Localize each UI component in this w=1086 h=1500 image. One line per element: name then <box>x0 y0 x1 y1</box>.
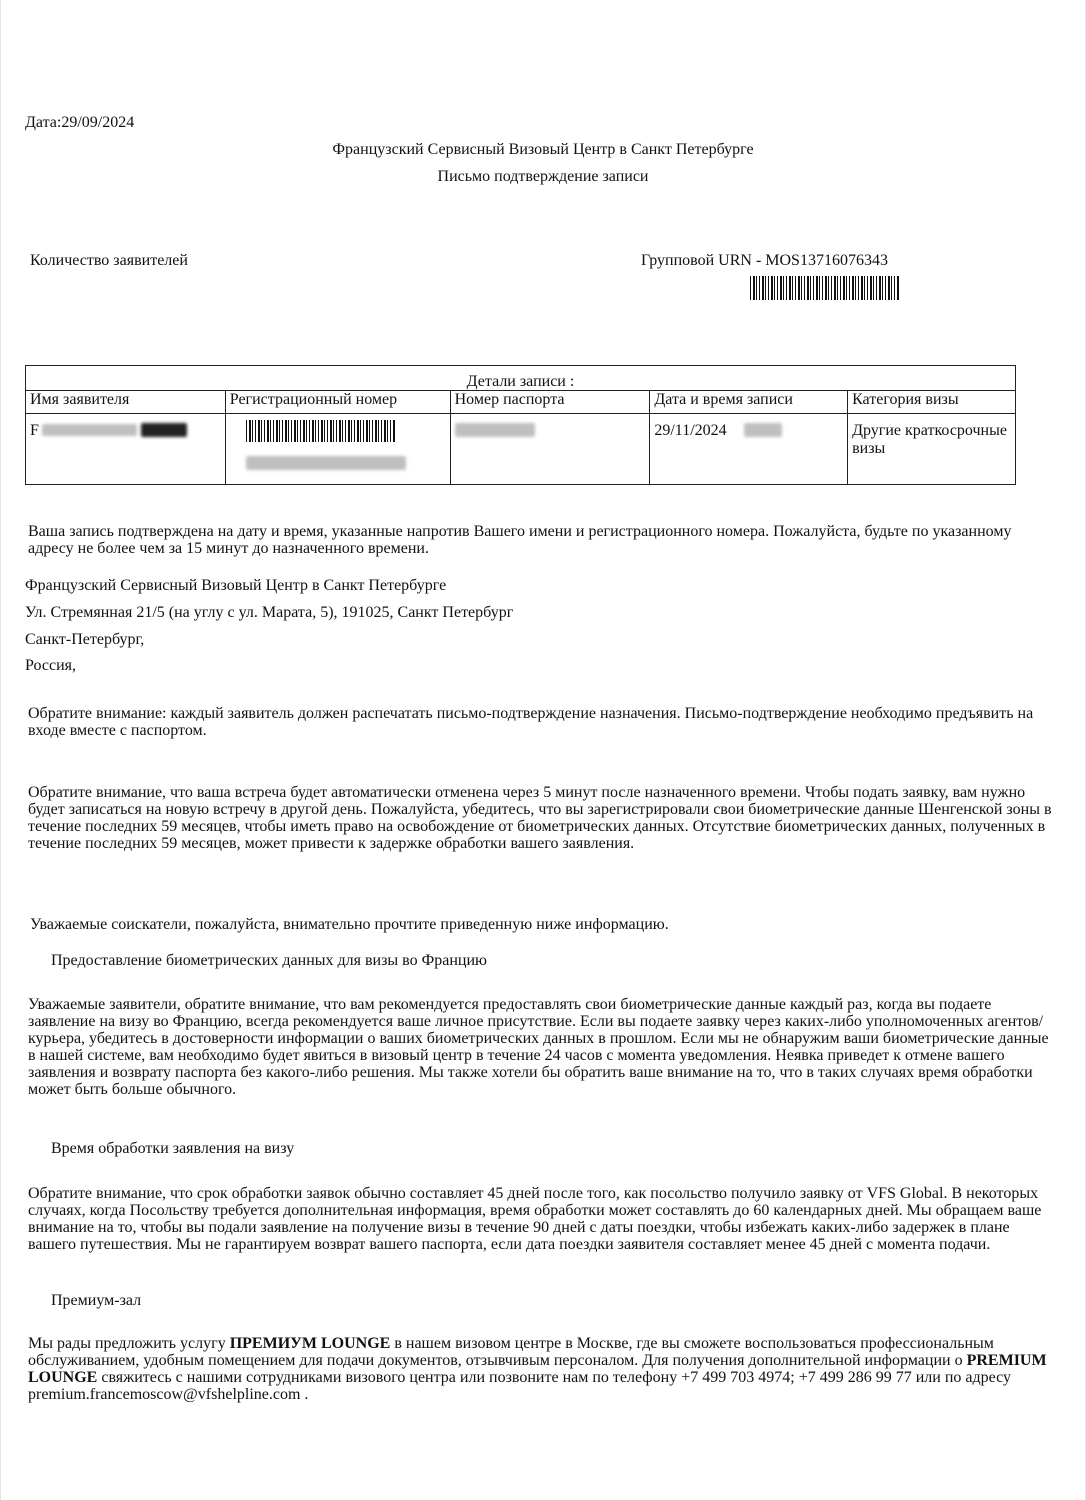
applicants-count-label: Количество заявителей <box>30 252 188 269</box>
registration-barcode <box>246 420 396 442</box>
premium-text-part: свяжитесь с нашими сотрудниками визового центра или позвоните нам по телефону +7 499 703 4974; +7 499 286 99 77 или по адресу premium.francemoscow@vfshelpline.com . <box>28 1369 1012 1403</box>
column-header: Дата и время записи <box>650 391 848 414</box>
section-text-premium <box>28 1335 1058 1403</box>
applicant-name: F <box>30 422 39 439</box>
redacted-passport-number <box>455 423 535 437</box>
address-country: Россия, <box>25 657 77 674</box>
section-text-processing: Обратите внимание, что срок обработки заявок обычно составляет 45 дней после того, как посольство получило заявку от VFS Global. В некоторых случаях, когда Посольству требуется дополнительная информация, время обработки может составлять до 60 календарных дней. Мы обращаем ваше внимание на то, чтобы вы подали заявление на получение визы в течение 90 дней с даты поездки, чтобы избежать каких-либо задержек в плане вашего путешествия. Мы не гарантируем возврат вашего паспорта, если дата поездки заявителя составляет менее 45 дней с момента подачи. <box>28 1185 1042 1253</box>
address-street: Ул. Стремянная 21/5 (на углу с ул. Марата, 5), 191025, Санкт Петербург <box>25 604 514 621</box>
column-header: Категория визы <box>848 391 1016 414</box>
appointment-details-table <box>25 365 1016 485</box>
premium-lounge-en: PREMIUM LOUNGE <box>28 1352 1047 1386</box>
redacted-time <box>744 423 782 437</box>
column-header: Номер паспорта <box>450 391 650 414</box>
letter-date: Дата:29/09/2024 <box>25 114 135 131</box>
urn-barcode <box>750 276 900 300</box>
appointment-date: 29/11/2024 <box>654 422 727 439</box>
redacted-name <box>141 423 187 437</box>
passport-cell <box>450 414 650 485</box>
table-title: Детали записи : <box>26 366 1016 391</box>
address-city: Санкт-Петербург, <box>25 631 145 648</box>
center-name: Французский Сервисный Визовый Центр в Санкт Петербурге <box>332 141 754 158</box>
letter-title: Письмо подтверждение записи <box>437 168 649 185</box>
table-row <box>26 414 1016 485</box>
address-center-name: Французский Сервисный Визовый Центр в Санкт Петербурге <box>25 577 447 594</box>
intro-text: Уважаемые соискатели, пожалуйста, внимательно прочтите приведенную ниже информацию. <box>30 916 669 933</box>
premium-text-part: в нашем визовом центре в Москве, где вы сможете воспользоваться профессиональным обслуживанием, удобным помещением для подачи документов, отзывчивым персоналом. Для получения дополнительной информации о <box>28 1335 994 1369</box>
premium-lounge-ru: ПРЕМИУМ LOUNGE <box>229 1335 391 1352</box>
column-header: Имя заявителя <box>26 391 226 414</box>
section-heading-biometrics: Предоставление биометрических данных для визы во Францию <box>51 952 488 969</box>
applicant-name-cell <box>26 414 226 485</box>
registration-cell <box>225 414 450 485</box>
notice-cancel: Обратите внимание, что ваша встреча будет автоматически отменена через 5 минут после назначенного времени. Чтобы подать заявку, вам нужно будет записаться на новую встречу в другой день. Пожалуйста, убедитесь, что вы зарегистрировали свои биометрические данные Шенгенской зоны в течение последних 59 месяцев, чтобы иметь право на освобождение от биометрических данных. Отсутствие биометрических данных, полученных в течение последних 59 месяцев, может привести к задержке обработки вашего заявления. <box>28 784 1052 852</box>
notice-print: Обратите внимание: каждый заявитель должен распечатать письмо-подтверждение назначения. Письмо-подтверждение необходимо предъявить на входе вместе с паспортом. <box>28 705 1034 739</box>
section-heading-premium: Премиум-зал <box>51 1292 142 1309</box>
visa-category-cell: Другие краткосрочные визы <box>848 414 1016 485</box>
section-text-biometrics: Уважаемые заявители, обратите внимание, что вам рекомендуется предоставлять свои биометрические данные каждый раз, когда вы подаете заявление на визу во Францию, всегда рекомендуется ваше личное присутствие. Если вы подаете заявку через каких-либо уполномоченных агентов/курьера, убедитесь в достоверности информации о ваших биометрических данных в прошлом. Если мы не обнаружим ваши биометрические данные в нашей системе, вам необходимо будет явиться в визовый центр в течение 24 часов с момента уведомления. Неявка приведет к отмене вашего заявления и возврату паспорта без какого-либо решения. Мы также хотели бы обратить ваше внимание на то, что в таких случаях время обработки может быть больше обычного. <box>28 996 1049 1098</box>
redacted-name <box>42 424 137 436</box>
premium-text-part: Мы рады предложить услугу <box>28 1335 230 1352</box>
section-heading-processing: Время обработки заявления на визу <box>51 1140 295 1157</box>
column-header: Регистрационный номер <box>225 391 450 414</box>
appointment-datetime-cell <box>650 414 848 485</box>
group-urn: Групповой URN - MOS13716076343 <box>641 252 888 269</box>
redacted-registration-number <box>246 456 406 470</box>
confirmation-text: Ваша запись подтверждена на дату и время, указанные напротив Вашего имени и регистрационного номера. Пожалуйста, будьте по указанному адресу не более чем за 15 минут до назначенного времени. <box>28 523 1012 557</box>
